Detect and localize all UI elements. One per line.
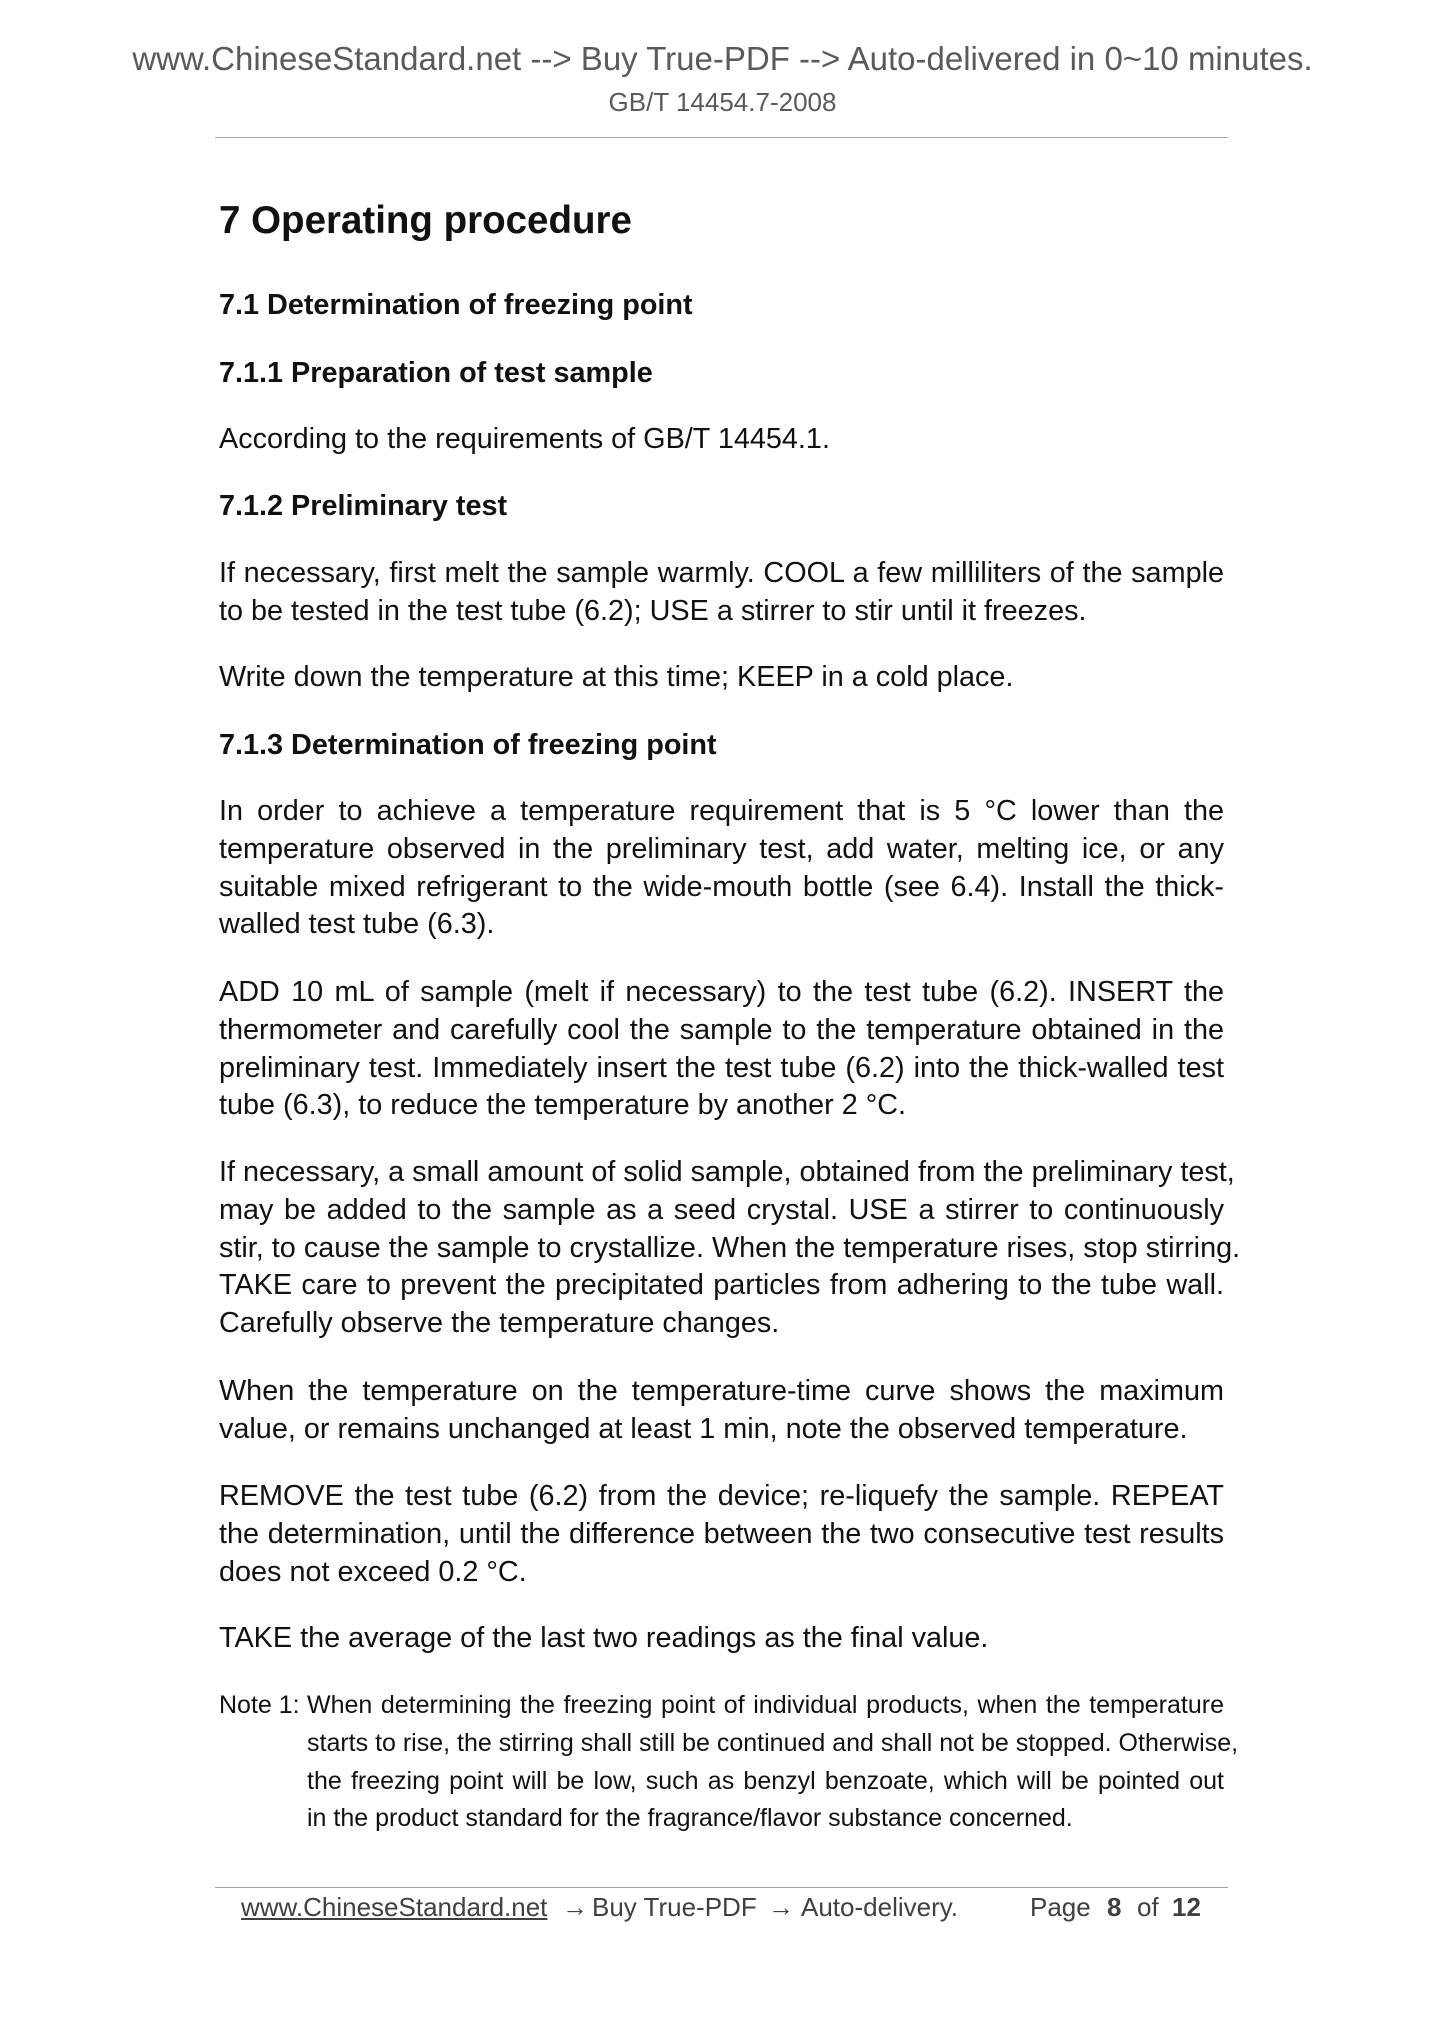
note-line: starts to rise, the stirring shall still be continued and shall not be stopped. Otherwise, bbox=[307, 1728, 1239, 1757]
paragraph-line: According to the requirements of GB/T 14454.1. bbox=[219, 423, 830, 455]
paragraph-line: When the temperature on the temperature-time curve shows the maximum bbox=[219, 1375, 1224, 1407]
paragraph-line: the determination, until the difference between the two consecutive test results bbox=[219, 1517, 1224, 1550]
paragraph bbox=[219, 1373, 1224, 1449]
paragraph-line: suitable mixed refrigerant to the wide-mouth bottle (see 6.4). Install the thick- bbox=[219, 870, 1224, 903]
paragraph-line: walled test tube (6.3). bbox=[219, 908, 495, 941]
paragraph-line: thermometer and carefully cool the sample to the temperature obtained in the bbox=[219, 1013, 1224, 1046]
footer-site-link[interactable]: www.ChineseStandard.net bbox=[241, 1892, 548, 1922]
page-label: Page bbox=[1030, 1892, 1091, 1922]
clause-heading: 7.1.2 Preliminary test bbox=[219, 490, 508, 522]
paragraph-line: If necessary, first melt the sample warmly. COOL a few milliliters of the sample bbox=[219, 557, 1224, 589]
arrow-right-icon: → bbox=[768, 1892, 794, 1922]
paragraph-line: Carefully observe the temperature changes. bbox=[219, 1307, 780, 1340]
paragraph bbox=[219, 1478, 1224, 1591]
paragraph-line: TAKE care to prevent the precipitated particles from adhering to the tube wall. bbox=[219, 1269, 1224, 1302]
clause-heading: 7.1.3 Determination of freezing point bbox=[219, 729, 717, 761]
note-text bbox=[307, 1687, 1239, 1838]
footer-divider bbox=[215, 1887, 1228, 1888]
page-of-label: of bbox=[1137, 1892, 1159, 1922]
paragraph-line: If necessary, a small amount of solid sample, obtained from the preliminary test, bbox=[219, 1156, 1235, 1188]
footer-delivery-text: Auto-delivery. bbox=[801, 1892, 959, 1922]
header-divider bbox=[215, 137, 1228, 138]
footer-buy-text: Buy True-PDF bbox=[592, 1892, 757, 1922]
paragraph-line: REMOVE the test tube (6.2) from the device; re-liquefy the sample. REPEAT bbox=[219, 1480, 1224, 1512]
paragraph bbox=[219, 974, 1224, 1125]
document-number: GB/T 14454.7-2008 bbox=[608, 87, 837, 117]
note-label: Note 1: bbox=[219, 1691, 300, 1719]
page-current: 8 bbox=[1107, 1892, 1122, 1922]
note-line: in the product standard for the fragrance/flavor substance concerned. bbox=[307, 1804, 1073, 1833]
note bbox=[219, 1687, 1239, 1839]
paragraph bbox=[219, 1154, 1241, 1343]
subsection-heading: 7.1 Determination of freezing point bbox=[219, 289, 693, 321]
paragraph-line: TAKE the average of the last two readings as the final value. bbox=[219, 1622, 989, 1654]
clause-heading: 7.1.1 Preparation of test sample bbox=[219, 357, 653, 389]
paragraph-line: temperature observed in the preliminary test, add water, melting ice, or any bbox=[219, 832, 1224, 865]
paragraph-line: ADD 10 mL of sample (melt if necessary) to the test tube (6.2). INSERT the bbox=[219, 976, 1224, 1008]
paragraph bbox=[219, 1620, 1224, 1658]
section-heading: 7 Operating procedure bbox=[219, 199, 632, 242]
header-banner: www.ChineseStandard.net --> Buy True-PDF --> Auto-delivered in 0~10 minutes. bbox=[132, 40, 1313, 77]
paragraph-line: stir, to cause the sample to crystallize. When the temperature rises, stop stirring. bbox=[219, 1231, 1241, 1264]
paragraph-line: Write down the temperature at this time; KEEP in a cold place. bbox=[219, 661, 1014, 693]
paragraph bbox=[219, 555, 1224, 631]
paragraph-line: to be tested in the test tube (6.2); USE a stirrer to stir until it freezes. bbox=[219, 594, 1087, 627]
paragraph-line: may be added to the sample as a seed crystal. USE a stirrer to continuously bbox=[219, 1193, 1224, 1226]
paragraph-line: does not exceed 0.2 °C. bbox=[219, 1555, 527, 1588]
paragraph-line: tube (6.3), to reduce the temperature by another 2 °C. bbox=[219, 1089, 907, 1122]
paragraph-line: In order to achieve a temperature requirement that is 5 °C lower than the bbox=[219, 795, 1224, 827]
paragraph bbox=[219, 659, 1224, 697]
arrow-right-icon: → bbox=[562, 1892, 588, 1922]
paragraph bbox=[219, 793, 1224, 944]
note-line: the freezing point will be low, such as benzyl benzoate, which will be pointed out bbox=[307, 1766, 1224, 1795]
paragraph-line: value, or remains unchanged at least 1 min, note the observed temperature. bbox=[219, 1412, 1188, 1445]
page-total: 12 bbox=[1172, 1892, 1201, 1922]
note-line: When determining the freezing point of individual products, when the temperature bbox=[307, 1691, 1224, 1719]
paragraph bbox=[219, 421, 1224, 459]
paragraph-line: preliminary test. Immediately insert the test tube (6.2) into the thick-walled test bbox=[219, 1051, 1224, 1084]
